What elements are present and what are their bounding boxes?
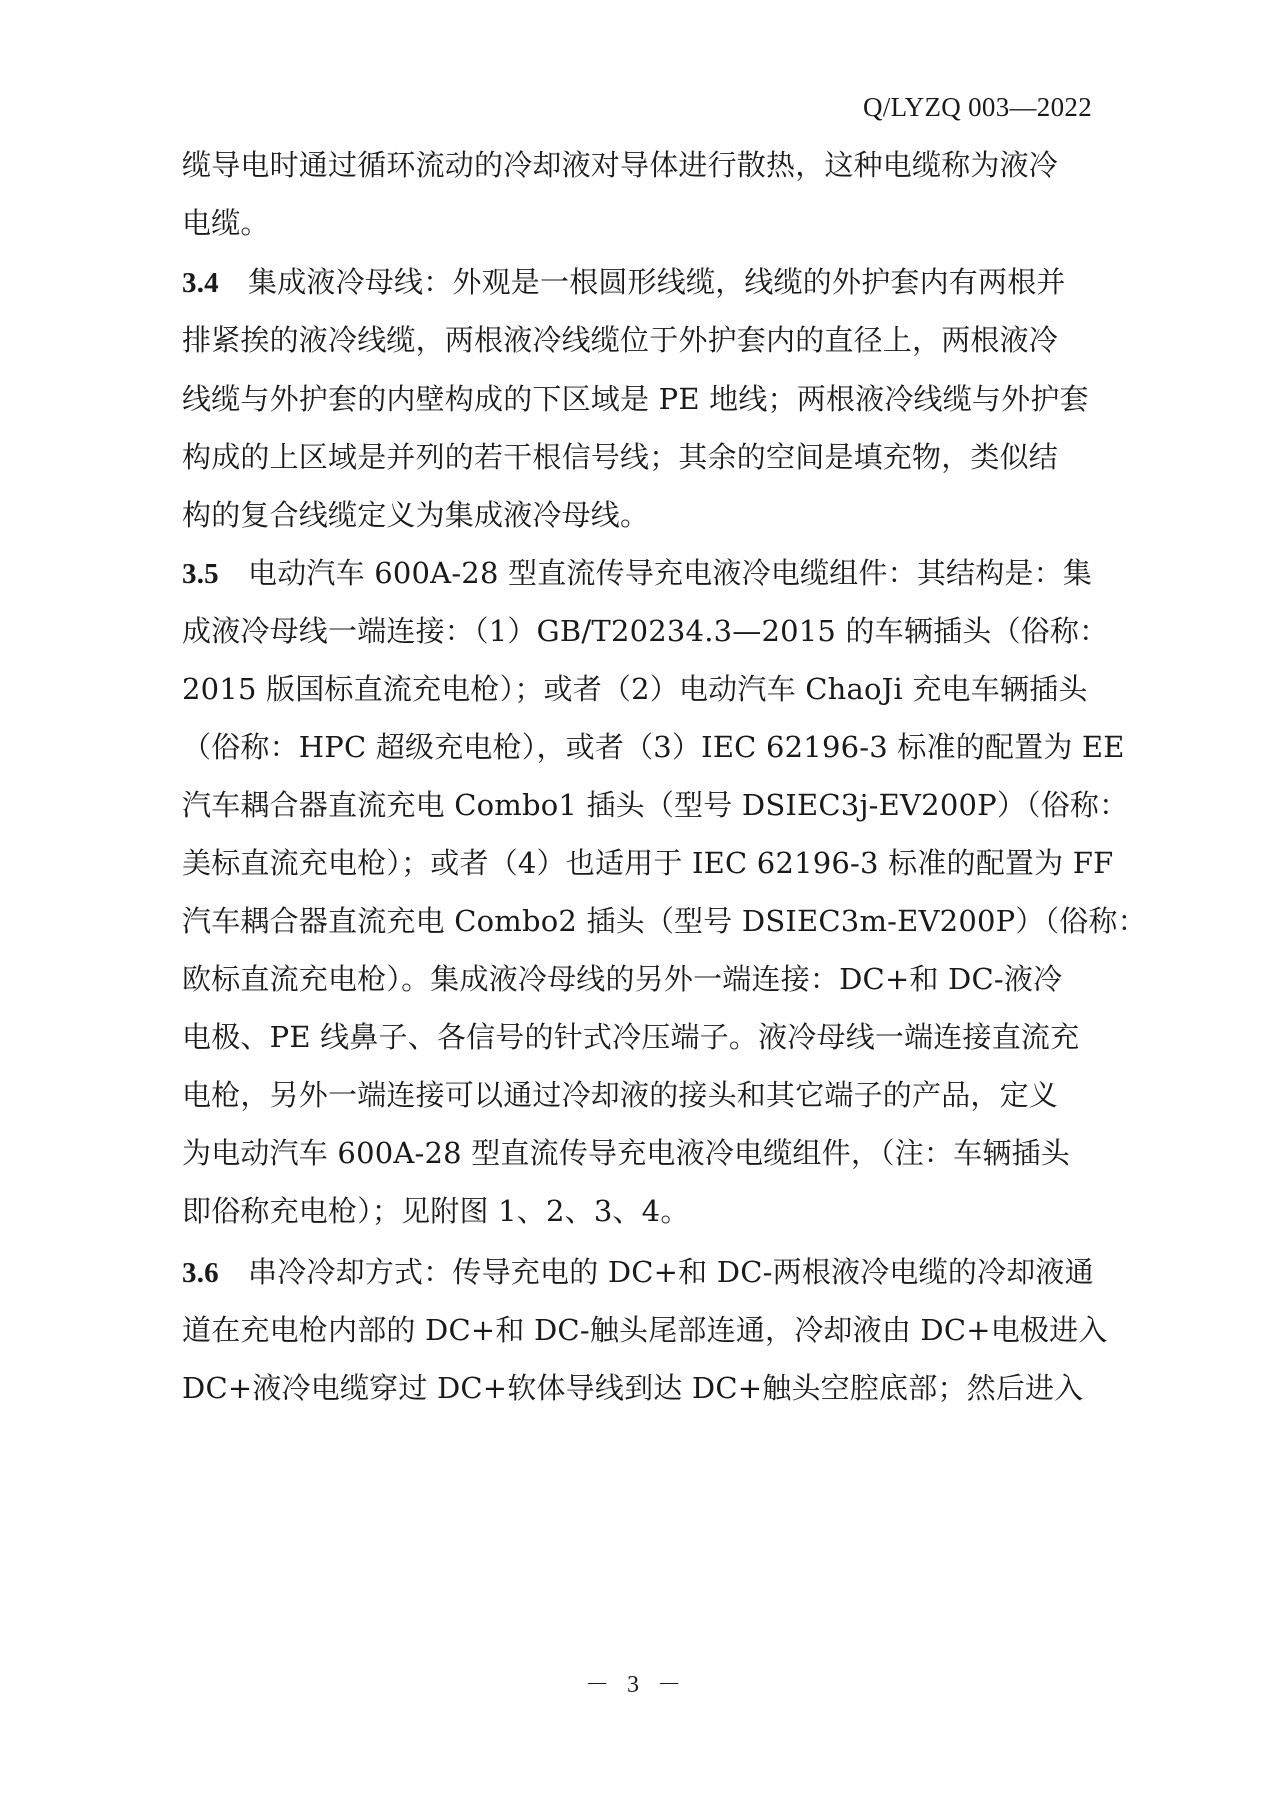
document-code: Q/LYZQ 003—2022 — [862, 92, 1092, 122]
body-line: 线缆与外护套的内壁构成的下区域是 PE 地线；两根液冷线缆与外护套 — [182, 382, 1089, 416]
section-number: 3.4 — [182, 267, 219, 299]
section-3-6-first-line — [182, 1252, 1094, 1293]
body-line: 即俗称充电枪）；见附图 1、2、3、4。 — [182, 1194, 690, 1228]
section-3-4-first-line — [182, 262, 1066, 303]
body-line: 排紧挨的液冷线缆，两根液冷线缆位于外护套内的直径上，两根液冷 — [182, 323, 1059, 357]
body-line: 道在充电枪内部的 DC+和 DC-触头尾部连通，冷却液由 DC+电极进入 — [182, 1313, 1108, 1347]
body-line: 美标直流充电枪）；或者（4）也适用于 IEC 62196-3 标准的配置为 FF — [182, 846, 1114, 880]
section-3-5-first-line — [182, 553, 1092, 594]
body-line-text: 串冷冷却方式：传导充电的 DC+和 DC-两根液冷电缆的冷却液通 — [248, 1255, 1094, 1289]
body-line: 电枪，另外一端连接可以通过冷却液的接头和其它端子的产品，定义 — [182, 1078, 1059, 1112]
body-line: 构的复合线缆定义为集成液冷母线。 — [182, 498, 650, 532]
body-line: DC+液冷电缆穿过 DC+软体导线到达 DC+触头空腔底部；然后进入 — [182, 1371, 1084, 1405]
body-line: 欧标直流充电枪）。集成液冷母线的另外一端连接：DC+和 DC-液冷 — [182, 962, 1063, 996]
section-number: 3.6 — [182, 1257, 219, 1289]
page-number: － 3 － — [585, 1672, 687, 1698]
body-line: 电极、PE 线鼻子、各信号的针式冷压端子。液冷母线一端连接直流充 — [182, 1020, 1080, 1054]
body-line: 汽车耦合器直流充电 Combo1 插头（型号 DSIEC3j-EV200P）（俗称： — [182, 788, 1129, 822]
body-line-text: 电动汽车 600A-28 型直流传导充电液冷电缆组件：其结构是：集 — [248, 556, 1093, 590]
body-line: 成液冷母线一端连接：（1）GB/T20234.3—2015 的车辆插头（俗称： — [182, 614, 1109, 648]
section-number: 3.5 — [182, 558, 219, 590]
body-line: 2015 版国标直流充电枪）；或者（2）电动汽车 ChaoJi 充电车辆插头 — [182, 672, 1088, 706]
body-line: 构成的上区域是并列的若干根信号线；其余的空间是填充物，类似结 — [182, 440, 1059, 474]
body-line-text: 集成液冷母线：外观是一根圆形线缆，线缆的外护套内有两根并 — [248, 265, 1066, 299]
body-line: 汽车耦合器直流充电 Combo2 插头（型号 DSIEC3m-EV200P）（俗称： — [182, 904, 1147, 938]
body-line: 电缆。 — [182, 206, 270, 240]
body-line: （俗称：HPC 超级充电枪），或者（3）IEC 62196-3 标准的配置为 EE — [182, 730, 1125, 764]
body-line: 缆导电时通过循环流动的冷却液对导体进行散热，这种电缆称为液冷 — [182, 148, 1059, 182]
body-line: 为电动汽车 600A-28 型直流传导充电液冷电缆组件，（注：车辆插头 — [182, 1136, 1070, 1170]
